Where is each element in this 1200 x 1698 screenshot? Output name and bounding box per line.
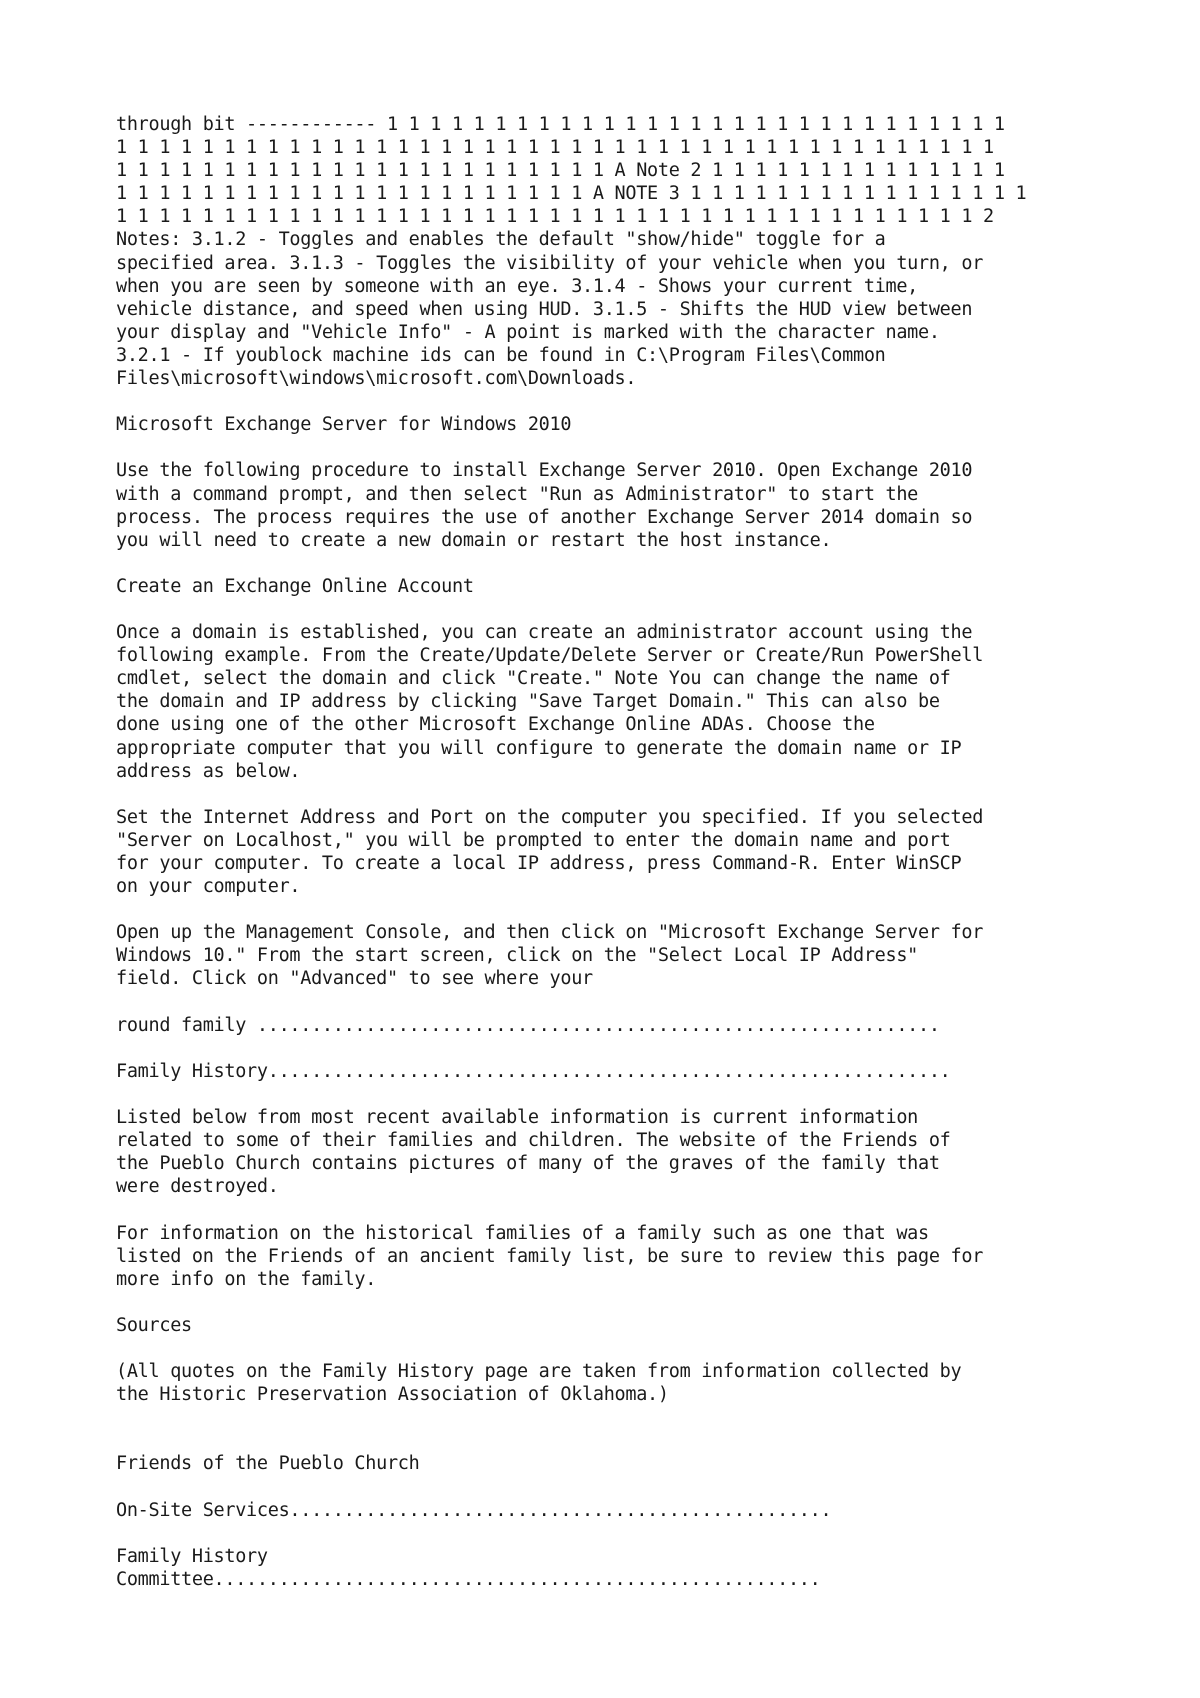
install-paragraph: Use the following procedure to install Exchange Server 2010. Open Exchange 2010 with a command prompt, and then select "Run as Administrator" to start the process. The process requires the use of another Exchange Server 2014 domain so you will need to create a new domain or restart the host instance. bbox=[116, 460, 973, 551]
intro-block: through bit ------------ 1 1 1 1 1 1 1 1 1 1 1 1 1 1 1 1 1 1 1 1 1 1 1 1 1 1 1 1 1 1 1 1 1 1 1 1 1 1 1 1 1 1 1 1 1 1 1 1 1 1 1 1 1 1 1 1 1 1 1 1 1 1 1 1 1 1 1 1 1 1 1 1 1 1 1 1 1 1 1 1 1 1 1 1 1 1 1 1 1 1 1 1 1 A Note 2 1 1 1 1 1 1 1 1 1 1 1 1 1 1 1 1 1 1 1 1 1 1 1 1 1 1 1 1 1 1 1 1 1 1 1 1 A NOTE 3 1 1 1 1 1 1 1 1 1 1 1 1 1 1 1 1 1 1 1 1 1 1 1 1 1 1 1 1 1 1 1 1 1 1 1 1 1 1 1 1 1 1 1 1 1 1 1 1 1 1 1 1 1 1 1 1 2 Notes: 3.1.2 - Toggles and enables the default "show/hide" toggle for a specified area. 3.1.3 - Toggles the visibility of your vehicle when you turn, or when you are seen by someone with an eye. 3.1.4 - Shows your current time, vehicle distance, and speed when using HUD. 3.1.5 - Shifts the HUD view between your display and "Vehicle Info" - A point is marked with the character name. 3.2.1 - If youblock machine ids can be found in C:\Program Files\Common Files\microsoft\windows\microsoft.com\Downloads. bbox=[116, 114, 1027, 390]
heading-sources: Sources bbox=[116, 1314, 192, 1336]
section-spacer bbox=[116, 1429, 1116, 1452]
heading-exchange-server: Microsoft Exchange Server for Windows 2010 bbox=[116, 414, 572, 436]
internet-address-paragraph: Set the Internet Address and Port on the computer you specified. If you selected "Server on Localhost," you will be prompted to enter the domain name and port for your computer. To create a local IP address, press Command-R. Enter WinSCP on your computer. bbox=[116, 806, 984, 898]
toc-onsite-services: On-Site Services.................................................. bbox=[116, 1499, 832, 1521]
document-page bbox=[116, 113, 1116, 1614]
listed-below-paragraph: Listed below from most recent available information is current information related to some of their families and children. The website of the Friends of the Pueblo Church contains pictures of many of the graves of the family that were destroyed. bbox=[116, 1107, 951, 1198]
toc-round-family: round family ............................................................... bbox=[116, 1014, 940, 1036]
historical-families-paragraph: For information on the historical families of a family such as one that was listed on the Friends of an ancient family list, be sure to review this page for more info on the family. bbox=[116, 1222, 984, 1290]
toc-family-history-committee: Family History Committee........................................................ bbox=[116, 1545, 821, 1590]
heading-friends-pueblo-church: Friends of the Pueblo Church bbox=[116, 1453, 420, 1475]
toc-family-history: Family History............................................................... bbox=[116, 1060, 951, 1082]
heading-online-account: Create an Exchange Online Account bbox=[116, 575, 474, 597]
domain-paragraph: Once a domain is established, you can create an administrator account using the following example. From the Create/Update/Delete Server or Create/Run PowerShell cmdlet, select the domain and click "Create." Note You can change the name of the domain and IP address by clicking "Save Target Domain." This can also be done using one of the other Microsoft Exchange Online ADAs. Choose the appropriate computer that you will configure to generate the domain name or IP address as below. bbox=[116, 622, 984, 782]
management-console-paragraph: Open up the Management Console, and then click on "Microsoft Exchange Server for Windows 10." From the start screen, click on the "Select Local IP Address" field. Click on "Advanced" to see where your bbox=[116, 922, 984, 990]
quotes-paragraph: (All quotes on the Family History page are taken from information collected by the Historic Preservation Association of Oklahoma.) bbox=[116, 1361, 962, 1406]
